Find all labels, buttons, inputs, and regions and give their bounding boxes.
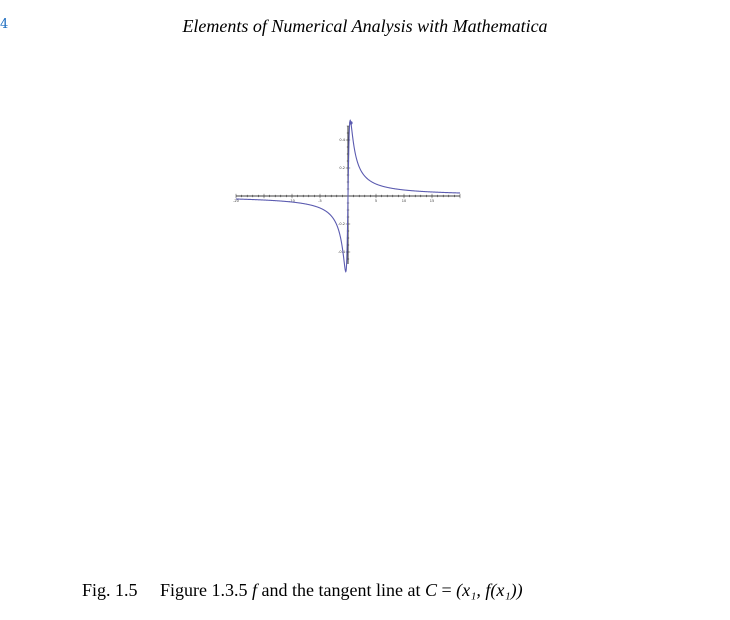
function-plot: [228, 120, 468, 270]
y-tick-label: -0.4: [338, 250, 345, 255]
x-tick-label: -5: [318, 199, 322, 203]
caption-equals: =: [441, 580, 452, 600]
point-c-marker: [349, 121, 352, 124]
x-tick-label: 10: [401, 199, 407, 203]
figure-plot: [228, 120, 468, 270]
caption-prefix: Figure 1.3.5: [160, 580, 248, 600]
figure-caption: [82, 578, 682, 602]
caption-middle: and the tangent line at: [261, 580, 421, 600]
x-tick-label: -10: [289, 199, 295, 203]
caption-f-symbol: f: [252, 580, 258, 600]
x-tick-label: 15: [429, 199, 435, 203]
page-number: 4: [0, 17, 9, 32]
figure-label: Fig. 1.5: [82, 580, 138, 600]
caption-point-symbol: C: [424, 580, 437, 600]
y-tick-label: 0.4: [339, 138, 345, 143]
y-tick-label: 0.2: [339, 166, 345, 171]
x-tick-label: 5: [374, 199, 378, 203]
running-head: Elements of Numerical Analysis with Mathematica: [182, 16, 548, 36]
y-tick-label: -0.2: [338, 222, 345, 227]
caption-point-expr: (x₁, f(x₁)): [456, 580, 523, 600]
x-tick-label: -20: [233, 199, 239, 203]
